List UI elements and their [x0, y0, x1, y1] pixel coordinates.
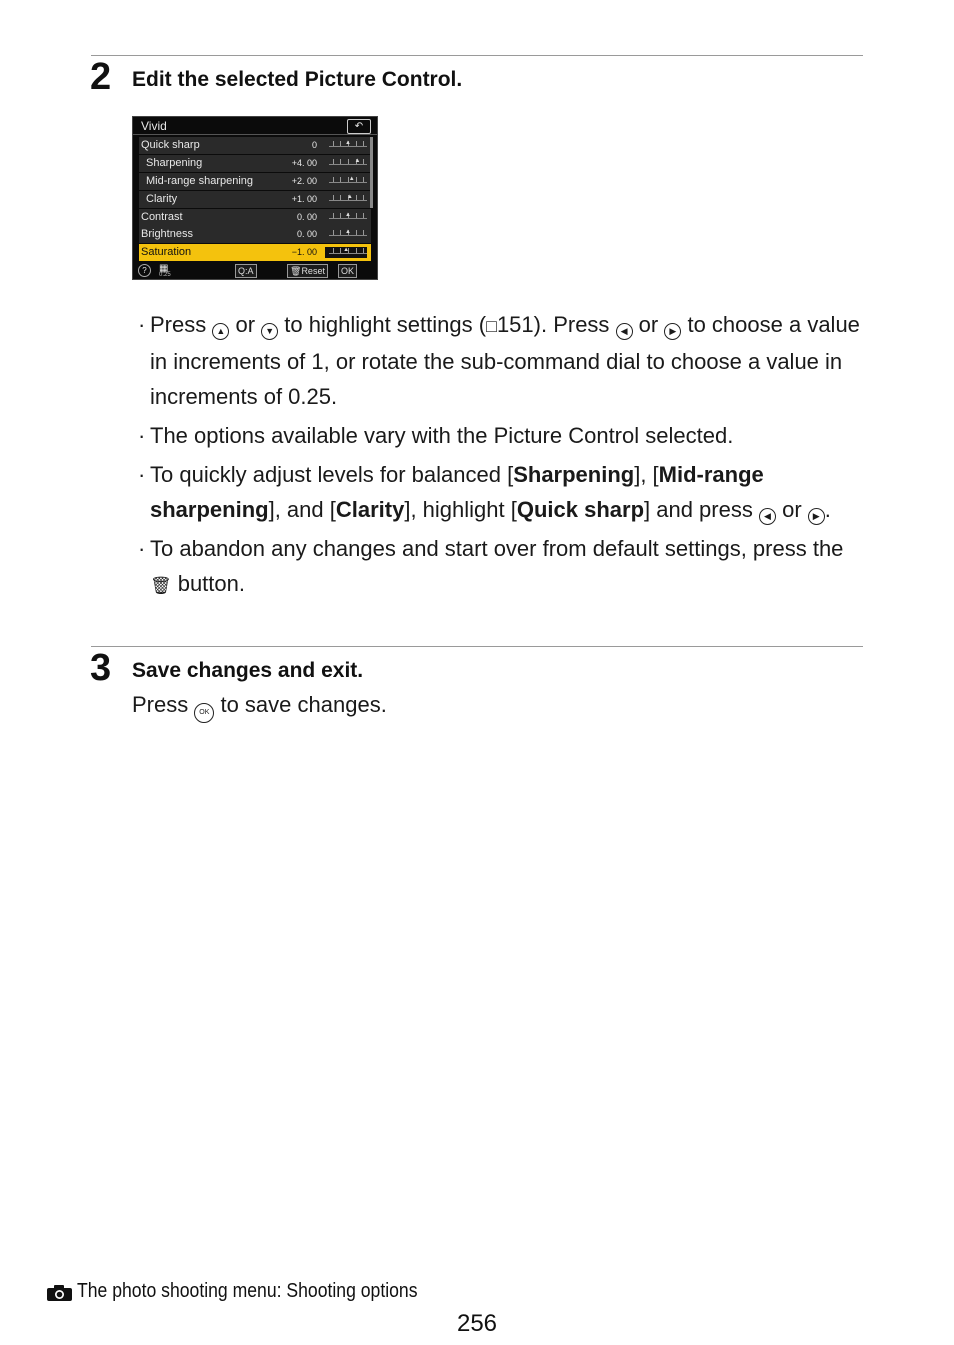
- top-rule: [91, 55, 863, 56]
- dial-step: 0.25: [159, 272, 171, 278]
- ok-button: OK: [338, 264, 357, 278]
- screen-row-value: 0. 00: [296, 229, 317, 240]
- multi-selector-left-icon: ◀: [759, 508, 776, 525]
- page-ref-icon: □: [486, 316, 497, 336]
- level-indicator-icon: ▲: [343, 247, 350, 254]
- level-slider: [325, 212, 367, 223]
- screen-footer: [133, 262, 377, 279]
- reset-label: Reset: [301, 266, 325, 276]
- screen-title: Vivid: [141, 119, 167, 133]
- reset-button: [287, 264, 328, 278]
- screen-row-value: +2. 00: [291, 175, 317, 186]
- screen-row-value: 0: [311, 140, 317, 150]
- bullet-quick-sharp: · To quickly adjust levels for balanced [Sharpening], [Mid-range sharpening], and [Clarity], highlight [Quick sharp] and press ◀ or ▶ .: [138, 457, 868, 527]
- level-indicator-icon: ▲: [345, 211, 351, 218]
- step-2-number: 2: [90, 56, 112, 98]
- picture-control-screen: [132, 116, 378, 280]
- screen-row-value: +4. 00: [291, 157, 317, 168]
- return-icon: ↶: [347, 119, 371, 134]
- screen-row: [139, 191, 371, 208]
- bullet-navigate: · Press ▲ or ▼ to highlight settings (□151). Press ◀ or ▶ to choose a value in increments of 1, or rotate the sub-command dial to choose a value in increments of 0.25.: [138, 307, 868, 414]
- level-slider: [325, 140, 367, 151]
- level-slider: [325, 176, 367, 187]
- bullet-reset: · To abandon any changes and start over from default settings, press the 🗑 button.: [138, 531, 868, 603]
- screen-row-value: −1. 00: [291, 247, 317, 258]
- step-2-title: Edit the selected Picture Control.: [132, 68, 463, 91]
- screen-settings-list: [139, 137, 371, 262]
- level-indicator-icon: ▲: [354, 157, 361, 164]
- step-3-body: Press OK to save changes.: [132, 692, 387, 723]
- screen-row-label: Brightness: [141, 228, 193, 241]
- step-3-title: Save changes and exit.: [132, 659, 364, 682]
- level-indicator-icon: ▲: [345, 229, 351, 236]
- screen-row: [139, 155, 371, 172]
- screen-scrollbar: [370, 137, 373, 208]
- screen-row-label: Contrast: [141, 210, 183, 223]
- screen-header-divider: [133, 134, 377, 135]
- screen-row-label: Clarity: [146, 192, 178, 205]
- trash-icon: 🗑: [290, 266, 302, 276]
- level-slider: [325, 247, 367, 258]
- screen-row: [139, 137, 371, 154]
- screen-row: [139, 226, 371, 243]
- sub-dial-icon: ▦: [159, 263, 169, 274]
- level-indicator-icon: ▲: [345, 140, 351, 146]
- level-slider: [325, 194, 367, 205]
- level-slider: [325, 229, 367, 240]
- help-icon: ?: [138, 264, 151, 277]
- screen-row: [139, 244, 371, 261]
- screen-row-label: Sharpening: [146, 156, 203, 169]
- screen-row-label: Mid-range sharpening: [146, 174, 254, 187]
- level-indicator-icon: ▲: [346, 193, 353, 200]
- screen-row-value: 0. 00: [296, 211, 317, 222]
- bullet-options-vary: · The options available vary with the Picture Control selected.: [138, 418, 868, 453]
- multi-selector-right-icon: ▶: [664, 323, 681, 340]
- trash-icon: 🗑: [150, 576, 172, 595]
- ok-button-icon: OK: [194, 703, 214, 723]
- multi-selector-up-icon: ▲: [212, 323, 229, 340]
- multi-selector-left-icon: ◀: [616, 323, 633, 340]
- screen-row-value: +1. 00: [291, 193, 317, 204]
- screen-row-label: Saturation: [141, 246, 192, 259]
- page-number: 256: [456, 1310, 498, 1337]
- level-indicator-icon: ▲: [348, 175, 355, 182]
- screen-row: [139, 209, 371, 226]
- multi-selector-right-icon: ▶: [808, 508, 825, 525]
- level-slider: [325, 158, 367, 169]
- section-footer: The photo shooting menu: Shooting options: [77, 1280, 418, 1302]
- multi-selector-down-icon: ▼: [261, 323, 278, 340]
- screen-row-label: Quick sharp: [141, 139, 200, 151]
- instruction-list: [138, 307, 868, 607]
- zoom-button: Q:A: [235, 264, 257, 278]
- camera-icon: [46, 1284, 73, 1302]
- step-3-rule: [91, 646, 863, 647]
- screen-row: [139, 173, 371, 190]
- step-3-number: 3: [90, 647, 112, 689]
